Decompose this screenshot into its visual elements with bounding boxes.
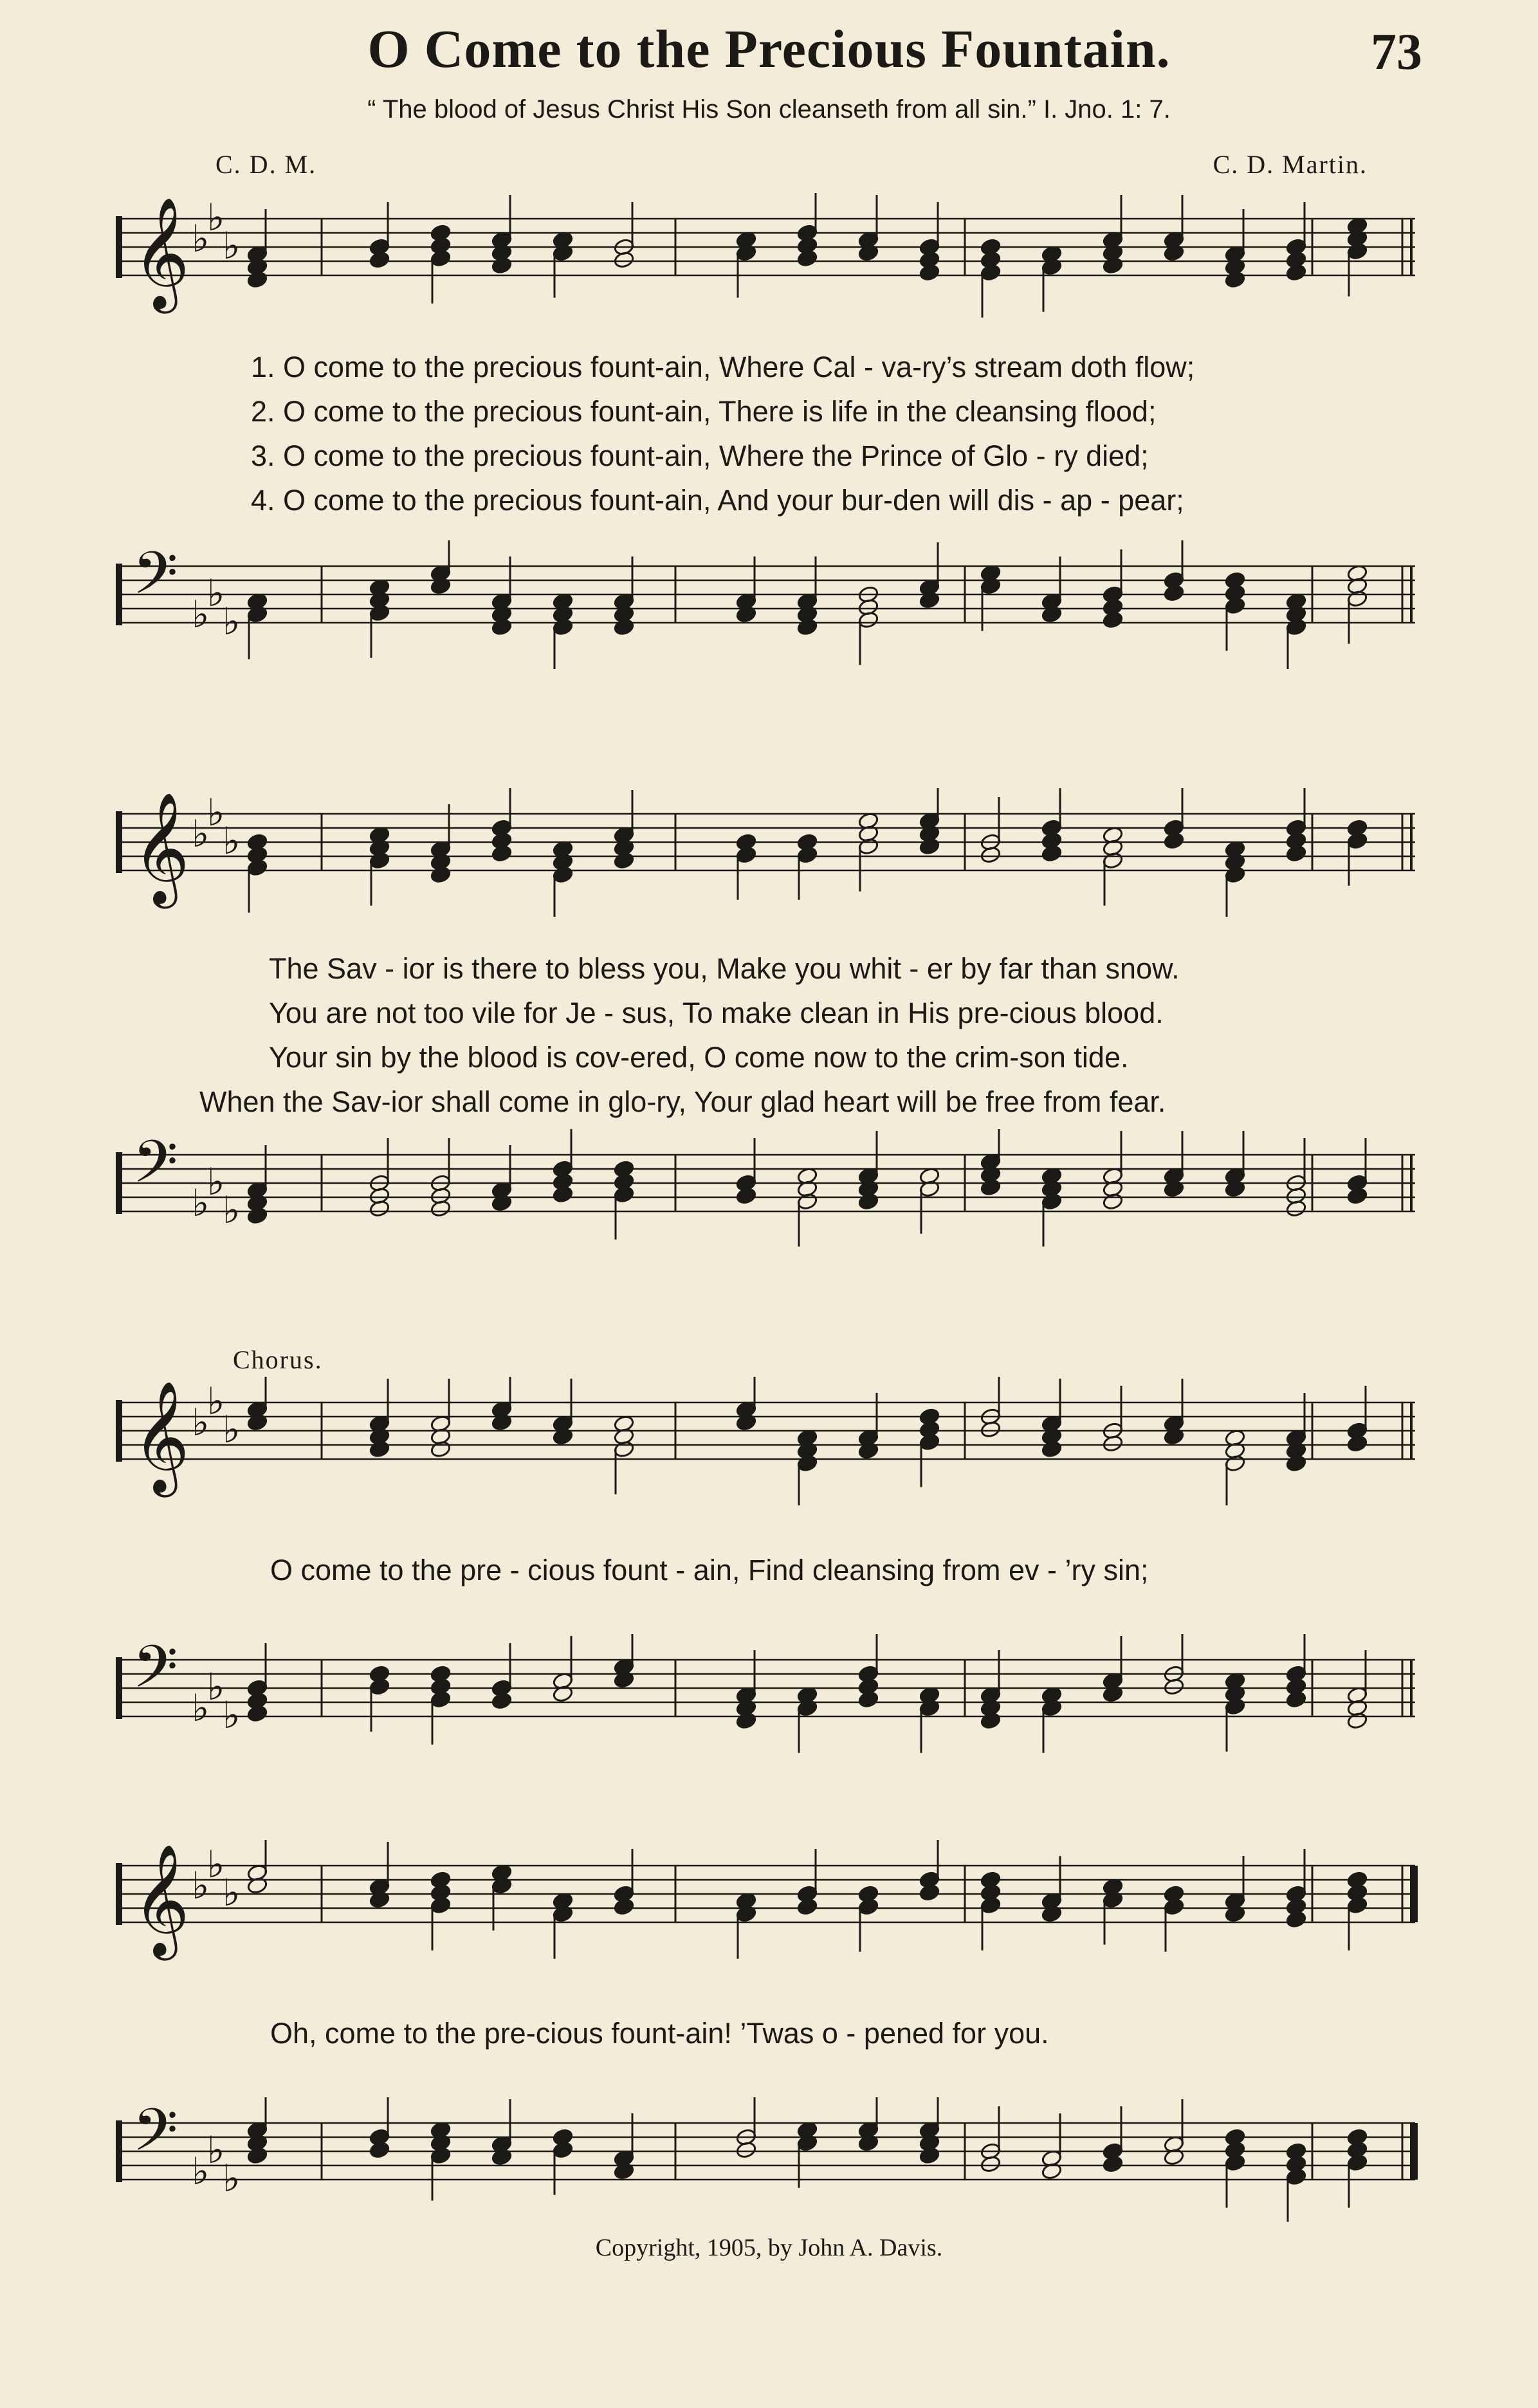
system-bracket (116, 1657, 122, 1719)
bass-staff-3 (116, 1634, 1422, 1763)
system-bracket (116, 811, 122, 873)
staff-lines (122, 814, 1415, 870)
end-bar (1410, 566, 1413, 623)
composer-name: C. D. Martin. (1213, 150, 1368, 179)
system-bracket (116, 1152, 122, 1214)
verse-4-line-2: When the Sav-ior shall come in glo-ry, Your glad heart will be free from fear. (199, 1085, 1166, 1118)
scripture-epigraph: “ The blood of Jesus Christ His Son cleanseth from all sin.” I. Jno. 1: 7. (367, 95, 1171, 124)
music-system-2 (0, 788, 1538, 1277)
bass-staff-1 (116, 540, 1422, 669)
staff-lines (122, 219, 1415, 275)
verse-1-line-1: 1. O come to the precious fount-ain, Where Cal - va-ry’s stream doth flow; (251, 351, 1195, 383)
note-heads (246, 193, 1368, 318)
end-bar (1410, 1155, 1413, 1211)
treble-clef-icon: 𝄞 (133, 197, 190, 309)
flat-icon: ♭ (192, 217, 210, 261)
system-bracket (116, 564, 122, 625)
bass-clef-icon: 𝄢 (133, 1129, 178, 1210)
system-bracket (116, 2120, 122, 2182)
verse-1-line-2: The Sav - ior is there to bless you, Make you whit - er by far than snow. (269, 952, 1180, 985)
music-system-4 (0, 1840, 1538, 2226)
chorus-line-2: Oh, come to the pre-cious fount-ain! ’Twas o - pened for you. (270, 2017, 1049, 2050)
flat-icon: ♭ (223, 819, 241, 863)
verse-3-line-1: 3. O come to the precious fount-ain, Where the Prince of Glo - ry died; (251, 439, 1149, 472)
treble-clef-icon: 𝄞 (133, 1381, 190, 1493)
verse-4-line-1: 4. O come to the precious fount-ain, And your bur-den will dis - ap - pear; (251, 484, 1184, 517)
flat-icon: ♭ (207, 791, 225, 834)
flat-icon: ♭ (207, 571, 225, 615)
flat-icon: ♭ (223, 224, 241, 268)
note-heads (246, 1377, 1368, 1505)
staff-lines (122, 566, 1415, 623)
copyright-notice: Copyright, 1905, by John A. Davis. (595, 2234, 943, 2261)
page-number: 73 (1371, 24, 1422, 80)
flat-icon: ♭ (207, 1160, 225, 1204)
music-system-3 (0, 1377, 1538, 1763)
treble-staff-1 (116, 193, 1422, 322)
end-bar (1410, 814, 1413, 870)
treble-staff-4 (116, 1840, 1422, 1969)
verse-2-line-1: 2. O come to the precious fount-ain, There is life in the cleansing flood; (251, 395, 1157, 428)
flat-icon: ♭ (207, 1665, 225, 1709)
verse-2-line-2: You are not too vile for Je - sus, To make clean in His pre-cious blood. (269, 997, 1164, 1029)
treble-staff-3 (116, 1377, 1422, 1505)
note-heads (246, 1634, 1368, 1753)
bass-staff-4 (116, 2097, 1422, 2226)
staff-lines (122, 1866, 1415, 1922)
bass-clef-icon: 𝄢 (133, 540, 178, 621)
staff-lines (122, 1155, 1415, 1211)
flat-icon: ♭ (207, 196, 225, 239)
flat-icon: ♭ (223, 1188, 241, 1232)
flat-icon: ♭ (192, 593, 210, 636)
note-heads (246, 2097, 1368, 2222)
system-bracket (116, 1400, 122, 1462)
chorus-line-1: O come to the pre - cious fount - ain, Find cleansing from ev - ’ry sin; (270, 1554, 1149, 1586)
flat-icon: ♭ (207, 1379, 225, 1423)
end-bar (1410, 1866, 1418, 1922)
flat-icon: ♭ (223, 1871, 241, 1915)
flat-icon: ♭ (192, 1864, 210, 1907)
staff-lines (122, 2123, 1415, 2180)
note-heads (246, 1129, 1368, 1247)
flat-icon: ♭ (192, 1401, 210, 1444)
staff-lines (122, 1402, 1415, 1459)
note-heads (246, 540, 1368, 669)
flat-icon: ♭ (223, 600, 241, 643)
flat-icon: ♭ (223, 1693, 241, 1737)
bass-clef-icon: 𝄢 (133, 1634, 178, 1715)
flat-icon: ♭ (192, 2149, 210, 2193)
meter-label: C. D. M. (215, 150, 317, 179)
end-bar (1410, 1660, 1413, 1716)
system-bracket (116, 1863, 122, 1925)
flat-icon: ♭ (207, 2128, 225, 2172)
note-heads (246, 788, 1368, 917)
bass-staff-2 (116, 1129, 1422, 1258)
treble-clef-icon: 𝄞 (133, 792, 190, 904)
staff-lines (122, 1660, 1415, 1716)
flat-icon: ♭ (192, 1686, 210, 1730)
treble-clef-icon: 𝄞 (133, 1844, 190, 1956)
end-bar (1410, 2123, 1418, 2180)
note-heads (246, 1840, 1368, 1959)
bass-clef-icon: 𝄢 (133, 2097, 178, 2178)
end-bar (1410, 1402, 1413, 1459)
flat-icon: ♭ (223, 2156, 241, 2200)
verse-3-line-2: Your sin by the blood is cov-ered, O come now to the crim-son tide. (269, 1041, 1129, 1074)
chorus-label: Chorus. (233, 1345, 323, 1374)
flat-icon: ♭ (207, 1843, 225, 1886)
end-bar (1410, 219, 1413, 275)
flat-icon: ♭ (192, 1181, 210, 1225)
flat-icon: ♭ (192, 812, 210, 856)
flat-icon: ♭ (223, 1408, 241, 1451)
treble-staff-2 (116, 788, 1422, 917)
system-bracket (116, 216, 122, 278)
hymn-title: O Come to the Precious Fountain. (367, 19, 1171, 79)
music-system-1 (0, 193, 1538, 682)
